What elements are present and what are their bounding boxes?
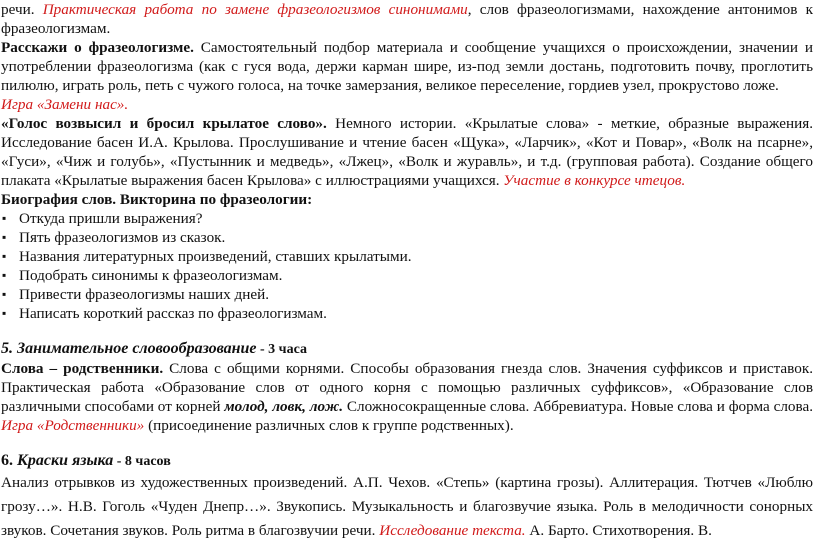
quiz-list bbox=[1, 209, 813, 323]
highlight-reciters-contest: Участие в конкурсе чтецов. bbox=[503, 172, 686, 189]
text-rest: , слов фразеологизмами, нахождение антонимов к фразеологизмам. bbox=[1, 1, 813, 37]
heading-winged-word: «Голос возвысил и бросил крылатое слово». bbox=[1, 115, 327, 132]
paragraph-word-biography bbox=[1, 190, 813, 209]
text-winged-word: Немного истории. «Крылатые слова» - меткие, образные выражения. Исследование басен И.А. Крылова. Прослушивание и чтение басен «Щука», «Ларчик», «Кот и Повар», «Волк на псарне», «Гуси», «Чиж и голубь», «Пустынник и медведь», «Лжец», «Волк и журавль», и т.д. (групповая работа). Создание общего плаката «Крылатые выражения басен Крылова» с иллюстрациями учащихся. bbox=[1, 115, 813, 189]
heading-word-biography: Биография слов. Викторина по фразеологии: bbox=[1, 191, 313, 208]
list-item: ▪ Названия литературных произведений, ставших крылатыми. bbox=[1, 247, 813, 266]
paragraph-winged-word bbox=[1, 114, 813, 190]
heading-related-words: Слова – родственники. bbox=[1, 360, 164, 377]
text-language-colors-2: А. Барто. Стихотворения. В. bbox=[525, 522, 712, 539]
highlight-game-relatives: Игра «Родственники» bbox=[1, 417, 145, 434]
list-item: ▪ Пять фразеологизмов из сказок. bbox=[1, 228, 813, 247]
paragraph-practical-work bbox=[1, 0, 813, 38]
section-6-heading bbox=[1, 451, 813, 471]
roots-example: молод, ловк, лож. bbox=[224, 398, 344, 415]
paragraph-tell-about-phraseologism bbox=[1, 38, 813, 95]
section-5-heading bbox=[1, 339, 813, 359]
highlight-game-replace: Игра «Замени нас». bbox=[1, 96, 129, 113]
text-related-words-2: Сложносокращенные слова. Аббревиатура. Новые слова и форма слова. bbox=[343, 398, 813, 415]
section-5-hours: - 3 часа bbox=[256, 342, 307, 357]
list-item: ▪ Написать короткий рассказ по фразеологизмам. bbox=[1, 304, 813, 323]
highlight-practical-work: Практическая работа по замене фразеологизмов синонимами bbox=[42, 1, 468, 18]
highlight-text-study: Исследование текста. bbox=[379, 522, 526, 539]
paragraph-related-words bbox=[1, 359, 813, 435]
text-related-words-1: Слова с общими корнями. Способы образования гнезда слов. Значения суффиксов и приставок. Практическая работа «Образование слов от одного корня с помощью различных суффиксов», «Образование слов различными способами от корней bbox=[1, 360, 814, 415]
text-language-colors-1: Анализ отрывков из художественных произведений. А.П. Чехов. «Степь» (картина грозы). Аллитерация. Тютчев «Люблю грозу…». Н.В. Гоголь «Чуден Днепр…». Звукопись. Музыкальность и благозвучие языка. Роль в мелодичности сонорных звуков. Сочетания звуков. Роль ритма в благозвучии речи. bbox=[1, 474, 813, 539]
list-item: ▪ Подобрать синонимы к фразеологизмам. bbox=[1, 266, 813, 285]
list-item: ▪ Привести фразеологизмы наших дней. bbox=[1, 285, 813, 304]
section-6-number: 6. bbox=[1, 452, 17, 469]
section-5-title: 5. Занимательное словообразование bbox=[1, 340, 257, 357]
paragraph-game-replace bbox=[1, 95, 813, 114]
text-prefix: речи. bbox=[1, 1, 43, 18]
text-related-words-3: (присоединение различных слов к группе родственных). bbox=[144, 417, 514, 434]
paragraph-language-colors bbox=[1, 471, 813, 543]
heading-tell-about: Расскажи о фразеологизме. bbox=[1, 39, 194, 56]
list-item: ▪ Откуда пришли выражения? bbox=[1, 209, 813, 228]
section-6-title: Краски языка bbox=[17, 452, 114, 469]
text-tell-about: Самостоятельный подбор материала и сообщение учащихся о происхождении, значении и употреблении фразеологизма (как с гуся вода, держи карман шире, из-под земли достань, подготовить почву, проглотить пилюлю, играть роль, петь с чужого голоса, на точке замерзания, великое переселение, гордиев узел, прокрустово ложе. bbox=[1, 39, 813, 94]
section-6-hours: - 8 часов bbox=[113, 454, 171, 469]
